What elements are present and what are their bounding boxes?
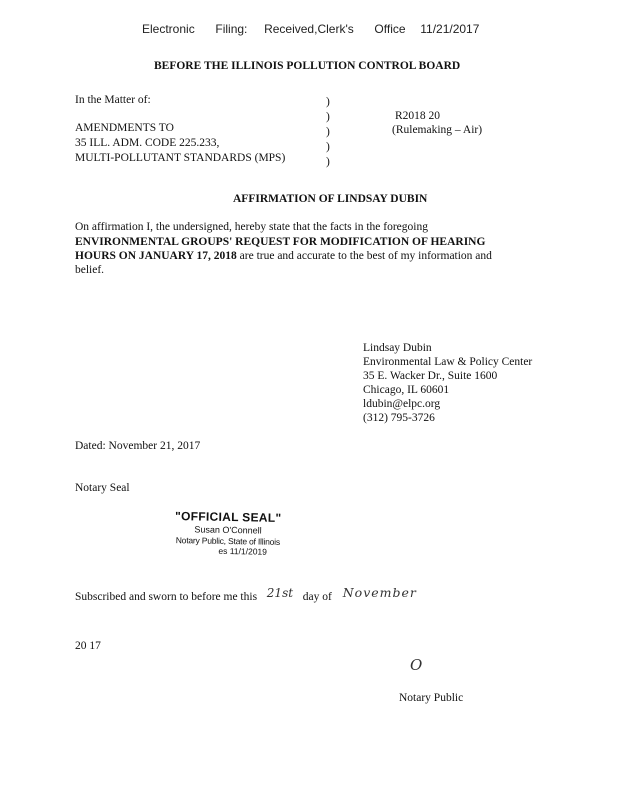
stamp-line2: Notary Public, State of Illinois <box>175 535 281 547</box>
year-line: 20 17 <box>75 640 101 652</box>
dated-line: Dated: November 21, 2017 <box>75 440 201 452</box>
caption-line: AMENDMENTS TO <box>75 122 174 134</box>
signer-org: Environmental Law & Policy Center <box>363 356 533 368</box>
docket-type: (Rulemaking – Air) <box>392 124 483 136</box>
header-date: 11/21/2017 <box>420 22 480 36</box>
caption-paren: ) <box>326 111 330 123</box>
board-title: BEFORE THE ILLINOIS POLLUTION CONTROL BOARD <box>154 60 461 72</box>
notary-public-label: Notary Public <box>399 692 464 704</box>
signer-address1: 35 E. Wacker Dr., Suite 1600 <box>363 370 498 382</box>
sworn-month-handwritten: November <box>342 585 417 600</box>
official-seal-stamp <box>158 509 299 557</box>
sworn-line <box>75 585 417 603</box>
caption-line: 35 ILL. ADM. CODE 225.233, <box>75 137 220 149</box>
sworn-text-mid: day of <box>302 591 332 603</box>
doc-title: AFFIRMATION OF LINDSAY DUBIN <box>233 193 428 205</box>
header-filing: Filing: <box>215 22 248 36</box>
filing-header <box>142 22 479 36</box>
caption-paren: ) <box>326 156 330 168</box>
header-electronic: Electronic <box>142 22 195 36</box>
sworn-text-before: Subscribed and sworn to before me this <box>75 591 258 603</box>
caption-line: In the Matter of: <box>75 94 151 106</box>
caption-paren: ) <box>326 126 330 138</box>
body-end: belief. <box>75 264 105 276</box>
body-bold-title-2: HOURS ON JANUARY 17, 2018 <box>75 250 237 262</box>
body-bold-title-1: ENVIRONMENTAL GROUPS' REQUEST FOR MODIFICATION OF HEARING <box>75 236 486 248</box>
notary-signature: O <box>410 656 423 674</box>
signer-phone: (312) 795-3726 <box>363 412 435 424</box>
signer-address2: Chicago, IL 60601 <box>363 384 450 396</box>
notary-seal-label: Notary Seal <box>75 482 130 494</box>
caption-paren: ) <box>326 141 330 153</box>
caption-paren: ) <box>326 96 330 108</box>
signer-name: Lindsay Dubin <box>363 342 432 354</box>
caption-line: MULTI-POLLUTANT STANDARDS (MPS) <box>75 152 286 164</box>
body-intro: On affirmation I, the undersigned, hereby state that the facts in the foregoing <box>75 221 428 233</box>
header-received: Received,Clerk's <box>264 22 354 36</box>
stamp-title: "OFFICIAL SEAL" <box>174 509 282 525</box>
signer-email: ldubin@elpc.org <box>363 398 441 410</box>
sworn-day-handwritten: 21st <box>266 586 294 600</box>
docket-number: R2018 20 <box>395 110 441 122</box>
header-office: Office <box>374 22 406 36</box>
stamp-name: Susan O'Connell <box>194 524 262 536</box>
stamp-line3: es 11/1/2019 <box>218 545 268 557</box>
body-tail: are true and accurate to the best of my information and <box>236 250 492 262</box>
